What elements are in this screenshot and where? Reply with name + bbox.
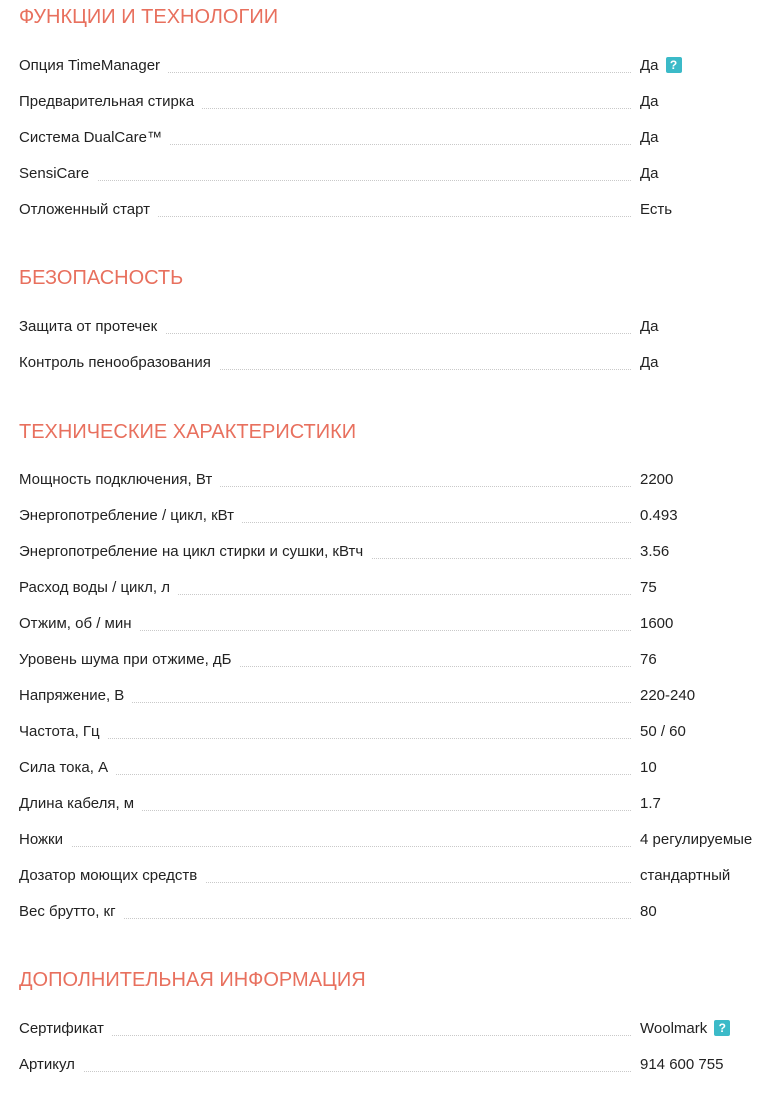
spec-value: Да (640, 165, 659, 182)
section-title: ТЕХНИЧЕСКИЕ ХАРАКТЕРИСТИКИ (19, 421, 357, 443)
spec-label: Вес брутто, кг (19, 902, 124, 922)
spec-label: Частота, Гц (19, 722, 108, 742)
spec-value: 80 (640, 903, 657, 920)
spec-value: 10 (640, 759, 657, 776)
spec-row-gross-weight (0, 902, 770, 924)
spec-label: Защита от протечек (19, 317, 165, 337)
spec-row-timemanager (0, 56, 770, 78)
spec-label: SensiCare (19, 164, 97, 184)
spec-value: 1.7 (640, 795, 661, 812)
spec-row-delayed-start (0, 200, 770, 222)
spec-value: 76 (640, 651, 657, 668)
spec-row-feet (0, 830, 770, 852)
spec-value: Да (640, 129, 659, 146)
spec-value-wrapper (640, 56, 682, 76)
spec-row-energy-wash-dry (0, 542, 770, 564)
help-icon[interactable]: ? (714, 1020, 730, 1036)
section-title: ФУНКЦИИ И ТЕХНОЛОГИИ (19, 6, 279, 28)
spec-row-article (0, 1055, 770, 1077)
dotted-leader (19, 846, 631, 847)
spec-label: Сила тока, А (19, 758, 116, 778)
spec-label: Сертификат (19, 1019, 112, 1039)
spec-label: Ножки (19, 830, 71, 850)
spec-row-power (0, 470, 770, 492)
spec-label: Длина кабеля, м (19, 794, 142, 814)
dotted-leader (19, 738, 631, 739)
spec-label: Артикул (19, 1055, 83, 1075)
spec-row-certificate (0, 1019, 770, 1041)
spec-row-water (0, 578, 770, 600)
spec-row-detergent-dispenser (0, 866, 770, 888)
spec-label: Дозатор моющих средств (19, 866, 205, 886)
spec-row-foam-control (0, 353, 770, 375)
spec-row-noise (0, 650, 770, 672)
spec-label: Контроль пенообразования (19, 353, 219, 373)
spec-value: 220-240 (640, 687, 696, 704)
spec-row-leak-protection (0, 317, 770, 339)
spec-label: Уровень шума при отжиме, дБ (19, 650, 240, 670)
spec-value: Да (640, 57, 659, 74)
spec-row-cable-length (0, 794, 770, 816)
spec-value: 3.56 (640, 543, 670, 560)
spec-label: Отжим, об / мин (19, 614, 140, 634)
spec-value: 914 600 755 (640, 1056, 724, 1073)
spec-row-prewash (0, 92, 770, 114)
spec-row-sensicare (0, 164, 770, 186)
spec-row-energy-cycle (0, 506, 770, 528)
spec-label: Мощность подключения, Вт (19, 470, 220, 490)
spec-value: Да (640, 93, 659, 110)
spec-row-voltage (0, 686, 770, 708)
dotted-leader (19, 180, 631, 181)
spec-value: 75 (640, 579, 657, 596)
section-title: БЕЗОПАСНОСТЬ (19, 267, 184, 289)
spec-value-wrapper (640, 1019, 730, 1039)
spec-label: Система DualCare™ (19, 128, 170, 148)
spec-value: Woolmark (640, 1020, 708, 1037)
spec-value: 1600 (640, 615, 674, 632)
section-title: ДОПОЛНИТЕЛЬНАЯ ИНФОРМАЦИЯ (19, 969, 366, 991)
dotted-leader (19, 1071, 631, 1072)
spec-value: стандартный (640, 867, 731, 884)
spec-label: Расход воды / цикл, л (19, 578, 178, 598)
spec-row-frequency (0, 722, 770, 744)
spec-label: Опция TimeManager (19, 56, 168, 76)
spec-row-current (0, 758, 770, 780)
help-icon[interactable]: ? (666, 57, 682, 73)
spec-value: 50 / 60 (640, 723, 686, 740)
spec-label: Энергопотребление / цикл, кВт (19, 506, 242, 526)
spec-value: 4 регулируемые (640, 831, 753, 848)
spec-label: Напряжение, В (19, 686, 132, 706)
spec-row-spin (0, 614, 770, 636)
spec-label: Предварительная стирка (19, 92, 202, 112)
spec-value: Да (640, 354, 659, 371)
spec-value: Есть (640, 201, 673, 218)
spec-row-dualcare (0, 128, 770, 150)
spec-value: Да (640, 318, 659, 335)
spec-value: 2200 (640, 471, 674, 488)
spec-value: 0.493 (640, 507, 678, 524)
spec-label: Энергопотребление на цикл стирки и сушки, кВтч (19, 542, 371, 562)
spec-label: Отложенный старт (19, 200, 158, 220)
